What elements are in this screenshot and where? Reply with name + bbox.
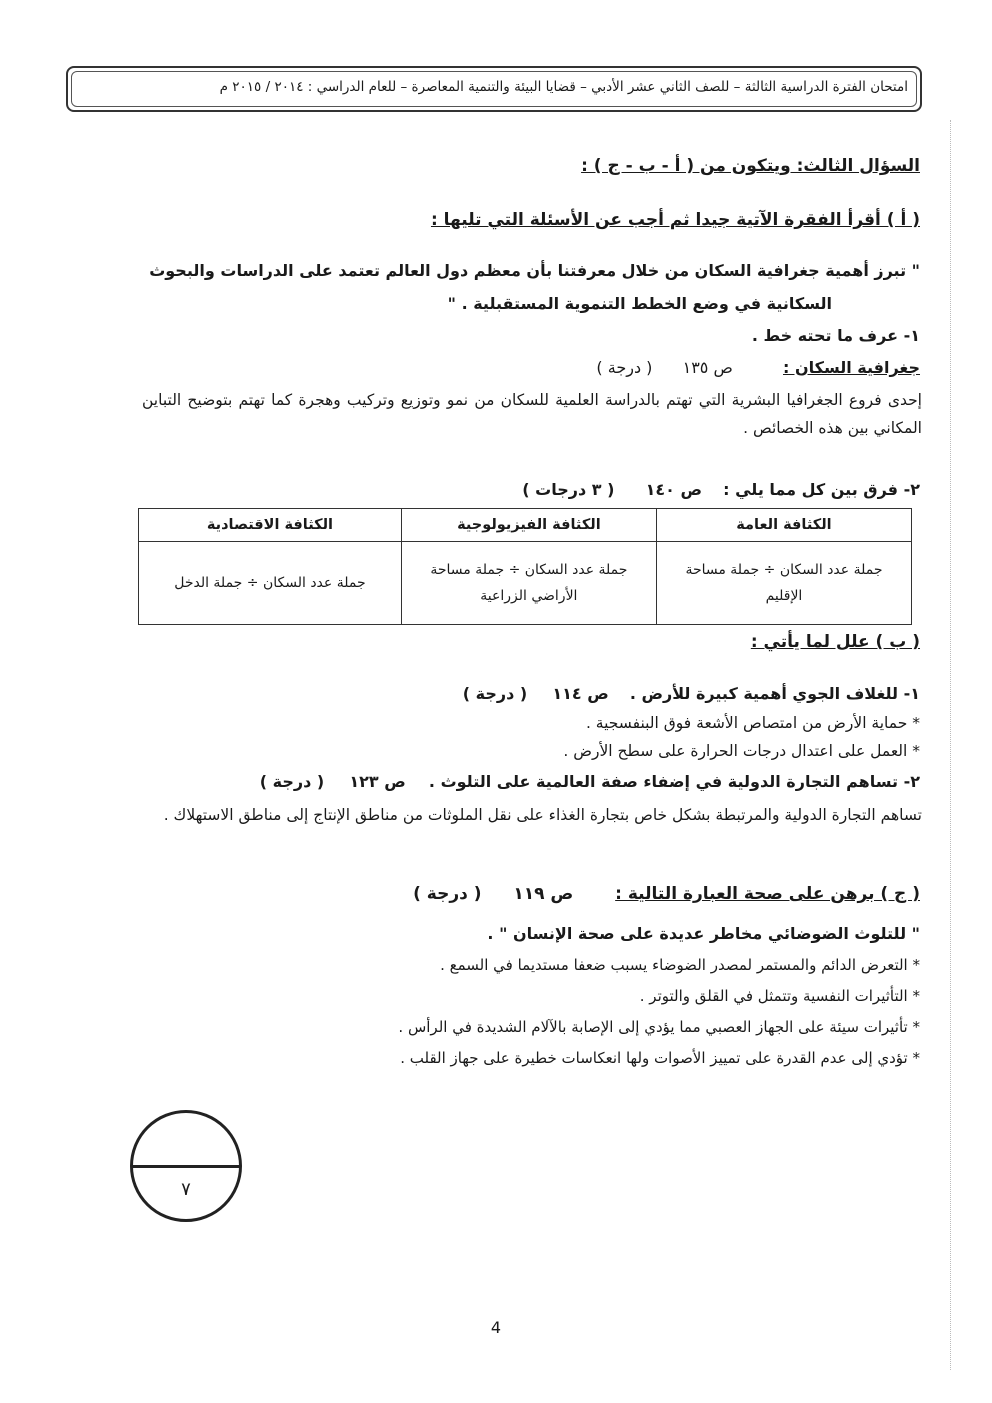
q2-prompt: ٢- فرق بين كل مما يلي :	[723, 480, 920, 499]
q2-mark: ( ٣ درجات )	[522, 480, 615, 499]
part-c-quote: " للتلوث الضوضائي مخاطر عديدة على صحة الإنسان " .	[487, 924, 920, 943]
part-c-heading: ( ج ) برهن على صحة العبارة التالية :	[615, 884, 920, 904]
table-cell: جملة عدد السكان ÷ جملة الدخل	[139, 542, 402, 625]
q1-term: جغرافية السكان :	[783, 358, 920, 377]
part-b-q2-row	[260, 772, 920, 791]
part-c-page: ص ١١٩	[513, 884, 574, 904]
table-row	[139, 542, 912, 625]
part-c-mark: ( درجة )	[413, 884, 482, 904]
score-circle-divider	[133, 1165, 239, 1168]
table-header-cell: الكثافة العامة	[656, 509, 911, 542]
part-c-answer: * تأثيرات سيئة على الجهاز العصبي مما يؤدي إلى الإصابة بالآلام الشديدة في الرأس .	[398, 1018, 920, 1036]
exam-header-text: امتحان الفترة الدراسية الثالثة – للصف الثاني عشر الأدبي – قضايا البيئة والتنمية المعاصرة – للعام الدراسي : ٢٠١٤ / ٢٠١٥ م	[219, 79, 908, 95]
part-b-q1-mark: ( درجة )	[462, 684, 528, 703]
part-a-q2-row	[522, 480, 920, 499]
density-table	[138, 508, 912, 625]
part-a-q1-term-row	[596, 358, 920, 377]
q2-page: ص ١٤٠	[645, 480, 702, 499]
part-c-answer: * التعرض الدائم والمستمر لمصدر الضوضاء يسبب ضعفا مستديما في السمع .	[440, 956, 920, 974]
question-title: السؤال الثالث: ويتكون من ( أ - ب - ج ) :	[581, 156, 920, 176]
part-c-answer: * التأثيرات النفسية وتتمثل في القلق والتوتر .	[639, 987, 920, 1005]
table-header-row	[139, 509, 912, 542]
table-header-cell: الكثافة الاقتصادية	[139, 509, 402, 542]
part-b-q1-row	[463, 684, 920, 703]
part-b-heading: ( ب ) علل لما يأتي :	[750, 632, 920, 652]
part-b-q1-answer2: * العمل على اعتدال درجات الحرارة على سطح الأرض .	[563, 742, 920, 760]
part-c-answer: * تؤدي إلى عدم القدرة على تمييز الأصوات ولها انعكاسات خطيرة على جهاز القلب .	[400, 1049, 920, 1067]
part-a-q1: ١- عرف ما تحته خط .	[751, 326, 920, 345]
margin-rule	[950, 120, 951, 1370]
q1-answer: إحدى فروع الجغرافيا البشرية التي تهتم بالدراسة العلمية للسكان من نمو وتوزيع وتركيب وهجرة كما تهتم بتوضيح التباين المكاني بين هذه الخصائص .	[142, 391, 922, 437]
part-c-heading-row	[413, 884, 920, 904]
part-b-q2-mark: ( درجة )	[259, 772, 325, 791]
part-b-q1-page: ص ١١٤	[552, 684, 609, 703]
table-header-cell: الكثافة الفيزيولوجية	[401, 509, 656, 542]
table-cell: جملة عدد السكان ÷ جملة مساحة الأراضي الزراعية	[401, 542, 656, 625]
part-b-q2-answer: تساهم التجارة الدولية والمرتبطة بشكل خاص بتجارة الغذاء على نقل الملوثات من مناطق الإنتاج إلى مناطق الاستهلاك .	[163, 806, 922, 824]
page-number: 4	[490, 1318, 502, 1337]
score-circle	[130, 1110, 242, 1222]
exam-header	[66, 66, 922, 112]
part-b-q2-page: ص ١٢٣	[349, 772, 406, 791]
part-a-heading: ( أ ) أقرأ الفقرة الآتية جيدا ثم أجب عن الأسئلة التي تليها :	[430, 210, 920, 230]
part-a-quote-line2: السكانية في وضع الخطط التنموية المستقبلية . "	[447, 294, 832, 313]
q1-page: ص ١٣٥	[682, 358, 733, 377]
score-value: ٧	[181, 1179, 191, 1200]
table-cell: جملة عدد السكان ÷ جملة مساحة الإقليم	[656, 542, 911, 625]
q1-mark: ( درجة )	[596, 358, 653, 377]
part-b-q2: ٢- تساهم التجارة الدولية في إضفاء صفة العالمية على التلوث .	[428, 772, 920, 791]
part-a-quote-line1: " تبرز أهمية جغرافية السكان من خلال معرفتنا بأن معظم دول العالم تعتمد على الدراسات والبحوث	[149, 261, 920, 280]
part-b-q1: ١- للغلاف الجوي أهمية كبيرة للأرض .	[629, 684, 920, 703]
part-b-q1-answer1: * حماية الأرض من امتصاص الأشعة فوق البنفسجية .	[585, 714, 920, 732]
